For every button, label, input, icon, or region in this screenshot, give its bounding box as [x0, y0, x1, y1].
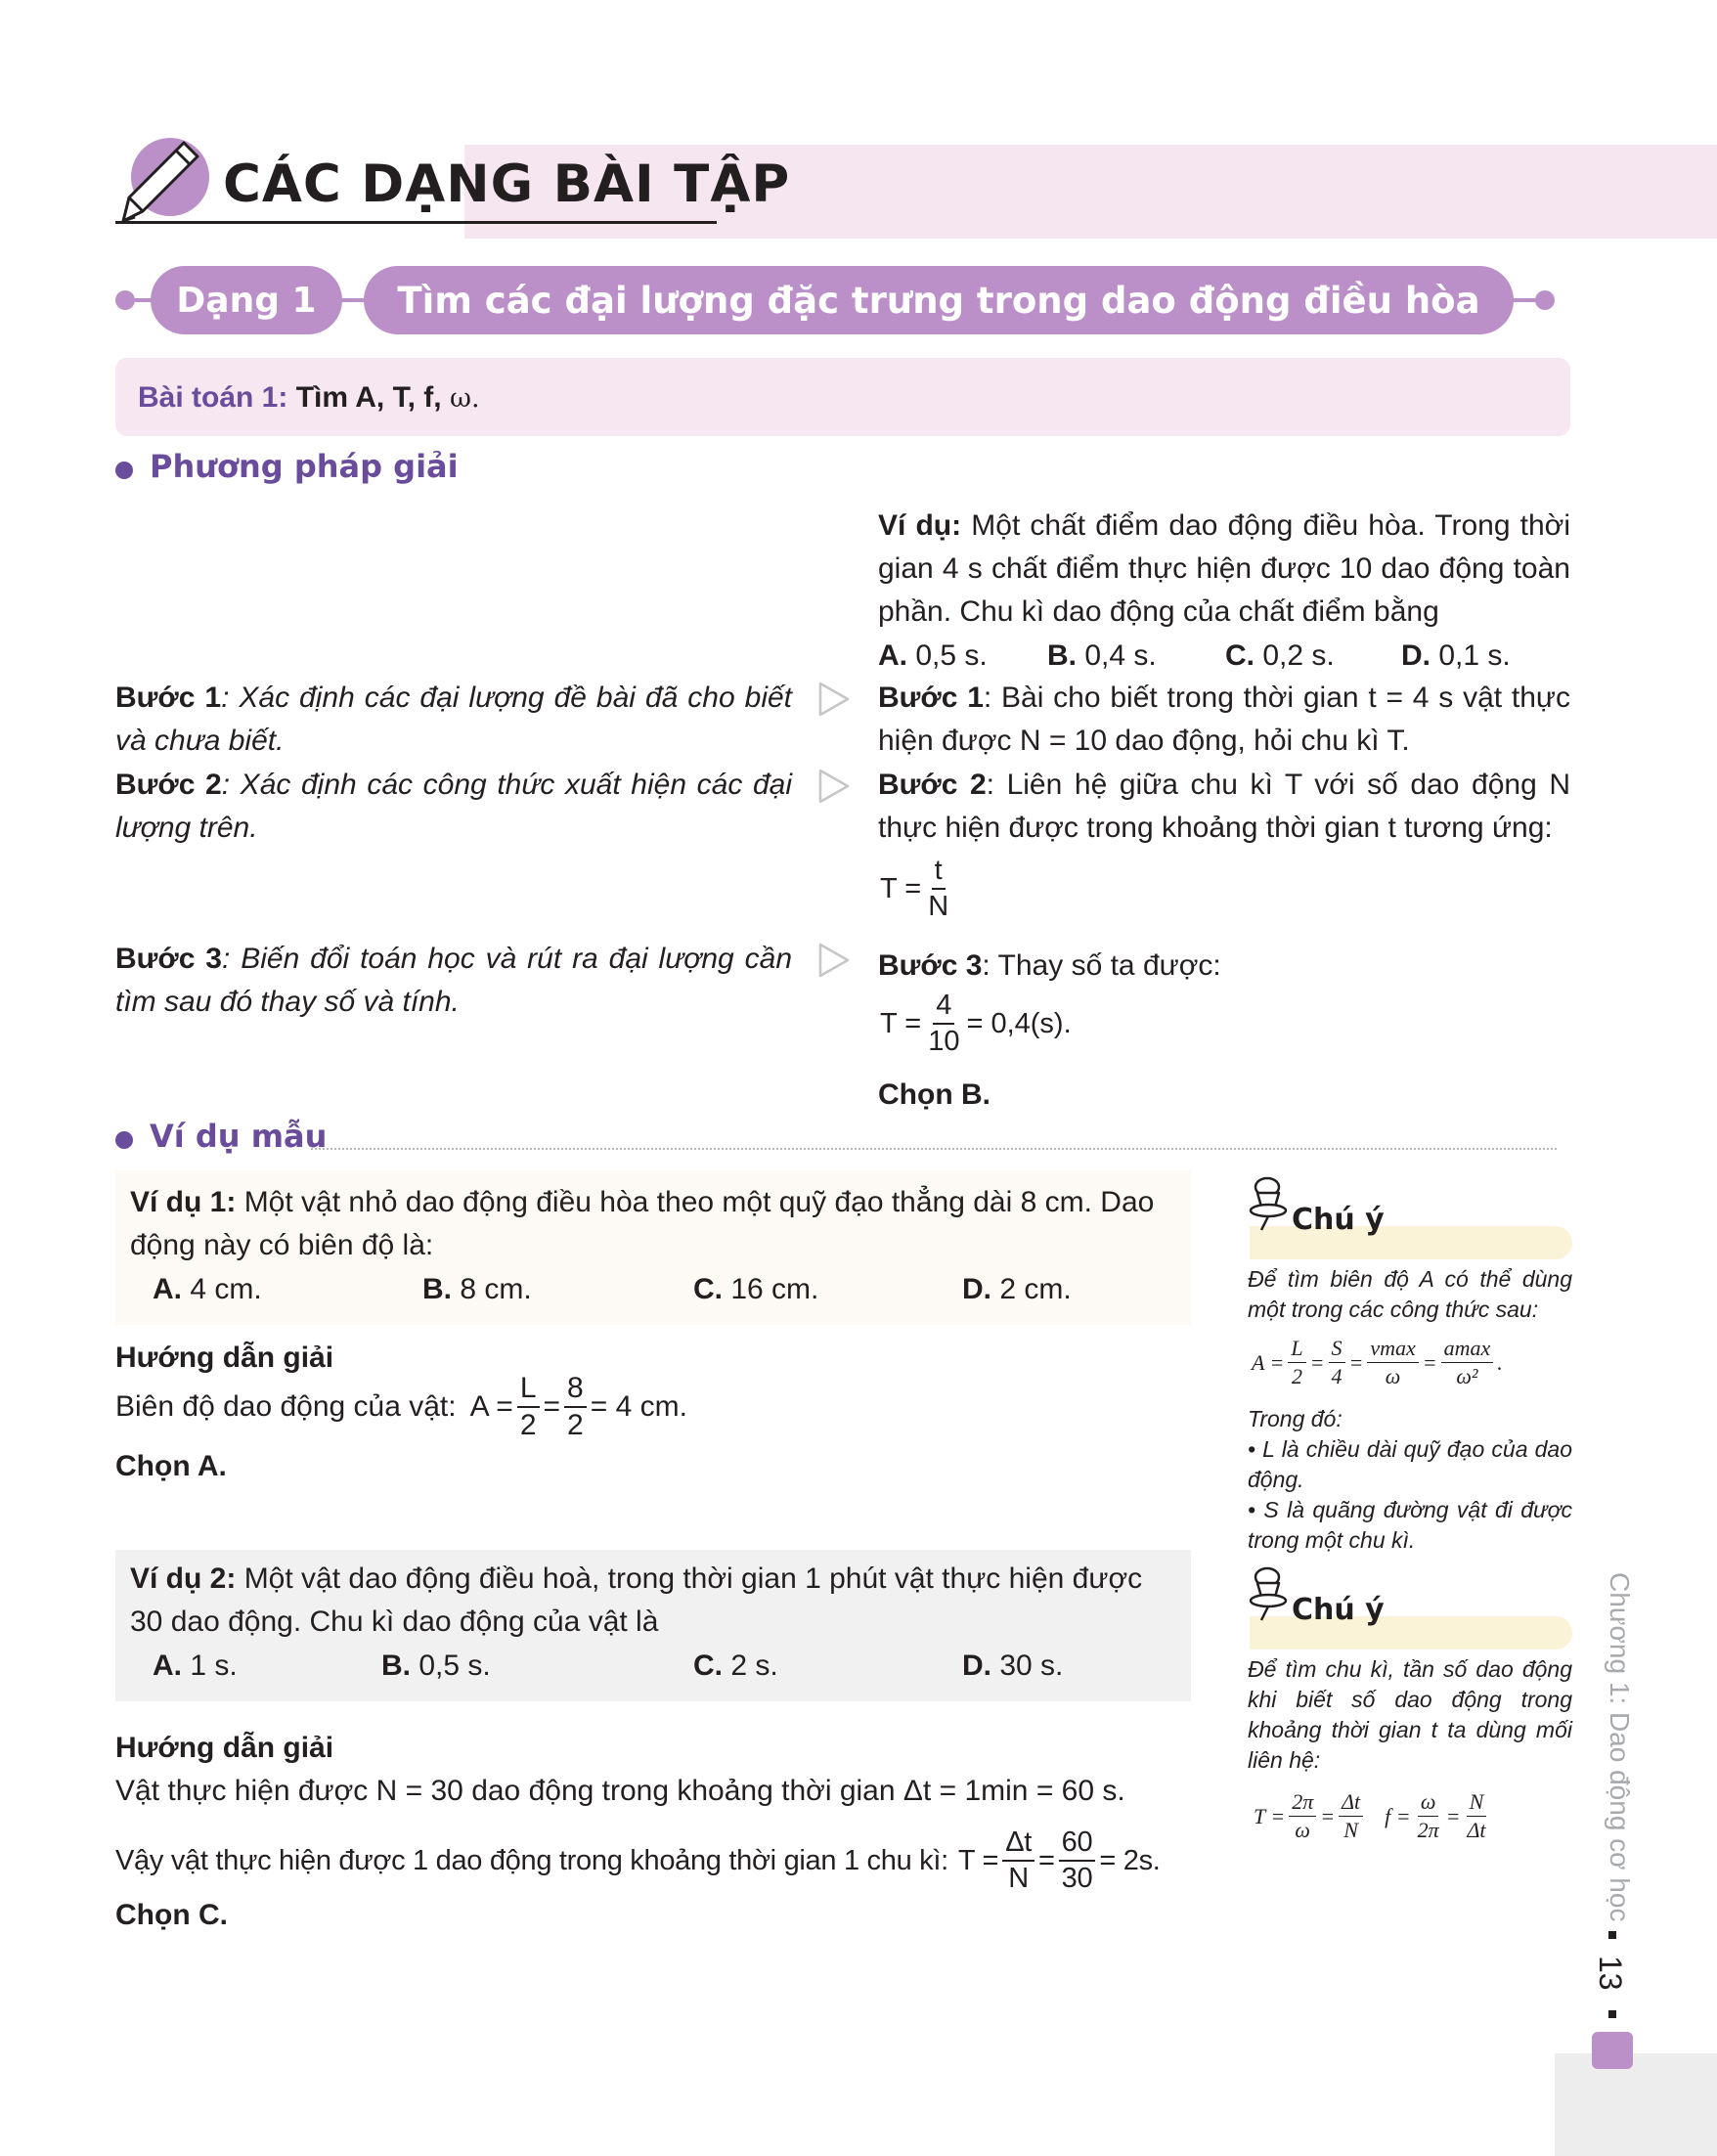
note-1-bullet-2: • S là quãng đường vật đi được trong một chu kì.	[1248, 1497, 1572, 1553]
note-1-intro: Để tìm biên độ A có thể dùng một trong các công thức sau:	[1248, 1266, 1572, 1322]
example-1-question: Ví dụ 1: Một vật nhỏ dao động điều hòa theo một quỹ đạo thẳng dài 8 cm. Dao động này có biên độ là:	[130, 1186, 1155, 1261]
arrow-right-icon	[817, 768, 851, 805]
title-underline	[115, 221, 717, 224]
samples-heading: Ví dụ mẫu	[150, 1118, 328, 1155]
example-1-solution: Biên độ dao động của vật: A = $\frac{L}{2}$ = $\frac{8}{2}$ = 4 cm.	[115, 1372, 687, 1441]
note-1-bullet-1: • L là chiều dài quỹ đạo của dao động.	[1248, 1436, 1572, 1492]
example-step-3: Bước 3: Thay số ta được:	[878, 949, 1221, 982]
method-heading: Phương pháp giải	[150, 448, 459, 485]
samples-bullet	[115, 1131, 133, 1149]
page-number: 13	[1593, 1956, 1628, 1991]
example-1-answer: Chọn A.	[115, 1450, 227, 1482]
example-step-1: Bước 1: Bài cho biết trong thời gian t = 4 s vật thực hiện được N = 10 dao động, hỏi chu kì T.	[878, 682, 1570, 757]
method-answer: Chọn B.	[878, 1078, 991, 1111]
example-2-guide-heading: Hướng dẫn giải	[115, 1732, 334, 1764]
page-corner	[1555, 2053, 1717, 2156]
example-2-line-1: Vật thực hiện được N = 30 dao động trong khoảng thời gian Δt = 1min = 60 s.	[115, 1775, 1125, 1807]
page-marker	[1608, 2010, 1616, 2018]
pushpin-icon	[1246, 1173, 1297, 1234]
pencil-icon	[115, 133, 213, 227]
formula-result: T = $\frac{4}{10}$ = 0,4(s).	[880, 990, 1072, 1057]
note-2-title: Chú ý	[1292, 1593, 1385, 1627]
example-2-line-2: Vậy vật thực hiện được 1 dao động trong khoảng thời gian 1 chu kì: T = $\frac{\Delta t}{N}$ = $\frac{60}{30}$ = 2s.	[115, 1826, 1161, 1894]
method-example-options: A. 0,5 s. B. 0,4 s. C. 0,2 s. D. 0,1 s.	[878, 639, 1511, 672]
pushpin-icon	[1246, 1563, 1297, 1624]
example-step-2: Bước 2: Liên hệ giữa chu kì T với số dao động N thực hiện được trong khoảng thời gian t tương ứng:	[878, 769, 1570, 844]
formula-period: T = $\frac{t}{N}$	[880, 855, 949, 922]
note-2-intro: Để tìm chu kì, tần số dao động khi biết số dao động trong khoảng thời gian t ta dùng mối liên hệ:	[1248, 1656, 1572, 1773]
example-1-options: A. 4 cm. B. 8 cm. C. 16 cm. D. 2 cm.	[153, 1273, 1072, 1305]
method-step-3: Bước 3: Biến đổi toán học và rút ra đại lượng cần tìm sau đó thay số và tính.	[115, 943, 792, 1018]
note-1-title: Chú ý	[1292, 1203, 1385, 1237]
page-tab	[1592, 2032, 1633, 2069]
method-step-1: Bước 1: Xác định các đại lượng đề bài đã cho biết và chưa biết.	[115, 682, 793, 757]
method-example: Ví dụ: Một chất điểm dao động điều hòa. Trong thời gian 4 s chất điểm thực hiện được 10 dao động toàn phần. Chu kì dao động của chất điểm bằng	[878, 509, 1571, 628]
note-2-formula: T = $\frac{2\pi}{\omega}$ = $\frac{\Delta t}{N}$ f = $\frac{\omega}{2\pi}$ = $\frac{N}{\Delta t}$	[1254, 1789, 1486, 1842]
method-bullet	[115, 462, 133, 479]
banner-dot-right	[1535, 290, 1555, 310]
note-1-formula: A = $\frac{L}{2}$ = $\frac{S}{4}$ = $\frac{vmax}{\omega}$ = $\frac{amax}{\text{ω²}}$ .	[1252, 1336, 1503, 1388]
samples-divider	[311, 1148, 1557, 1150]
note-1-where: Trong đó:	[1248, 1406, 1343, 1431]
example-2-answer: Chọn C.	[115, 1899, 228, 1931]
example-2-options: A. 1 s. B. 0,5 s. C. 2 s. D. 30 s.	[153, 1650, 1064, 1682]
example-1-guide-heading: Hướng dẫn giải	[115, 1342, 334, 1374]
problem-heading: Bài toán 1: Tìm A, T, f, ω.	[138, 381, 480, 414]
example-2-question: Ví dụ 2: Một vật dao động điều hoà, trong thời gian 1 phút vật thực hiện được 30 dao động. Chu kì dao động của vật là	[130, 1562, 1143, 1638]
chapter-label: Chương 1: Dao động cơ học	[1605, 1572, 1635, 1922]
method-step-2: Bước 2: Xác định các công thức xuất hiện các đại lượng trên.	[115, 769, 792, 844]
page-marker	[1608, 1931, 1616, 1939]
page-title: CÁC DẠNG BÀI TẬP	[223, 154, 791, 214]
arrow-right-icon	[817, 681, 851, 718]
banner-dot-left	[115, 290, 135, 310]
type-badge: Dạng 1	[151, 266, 342, 334]
arrow-right-icon	[817, 942, 851, 979]
type-title: Tìm các đại lượng đặc trưng trong dao động điều hòa	[364, 266, 1514, 334]
